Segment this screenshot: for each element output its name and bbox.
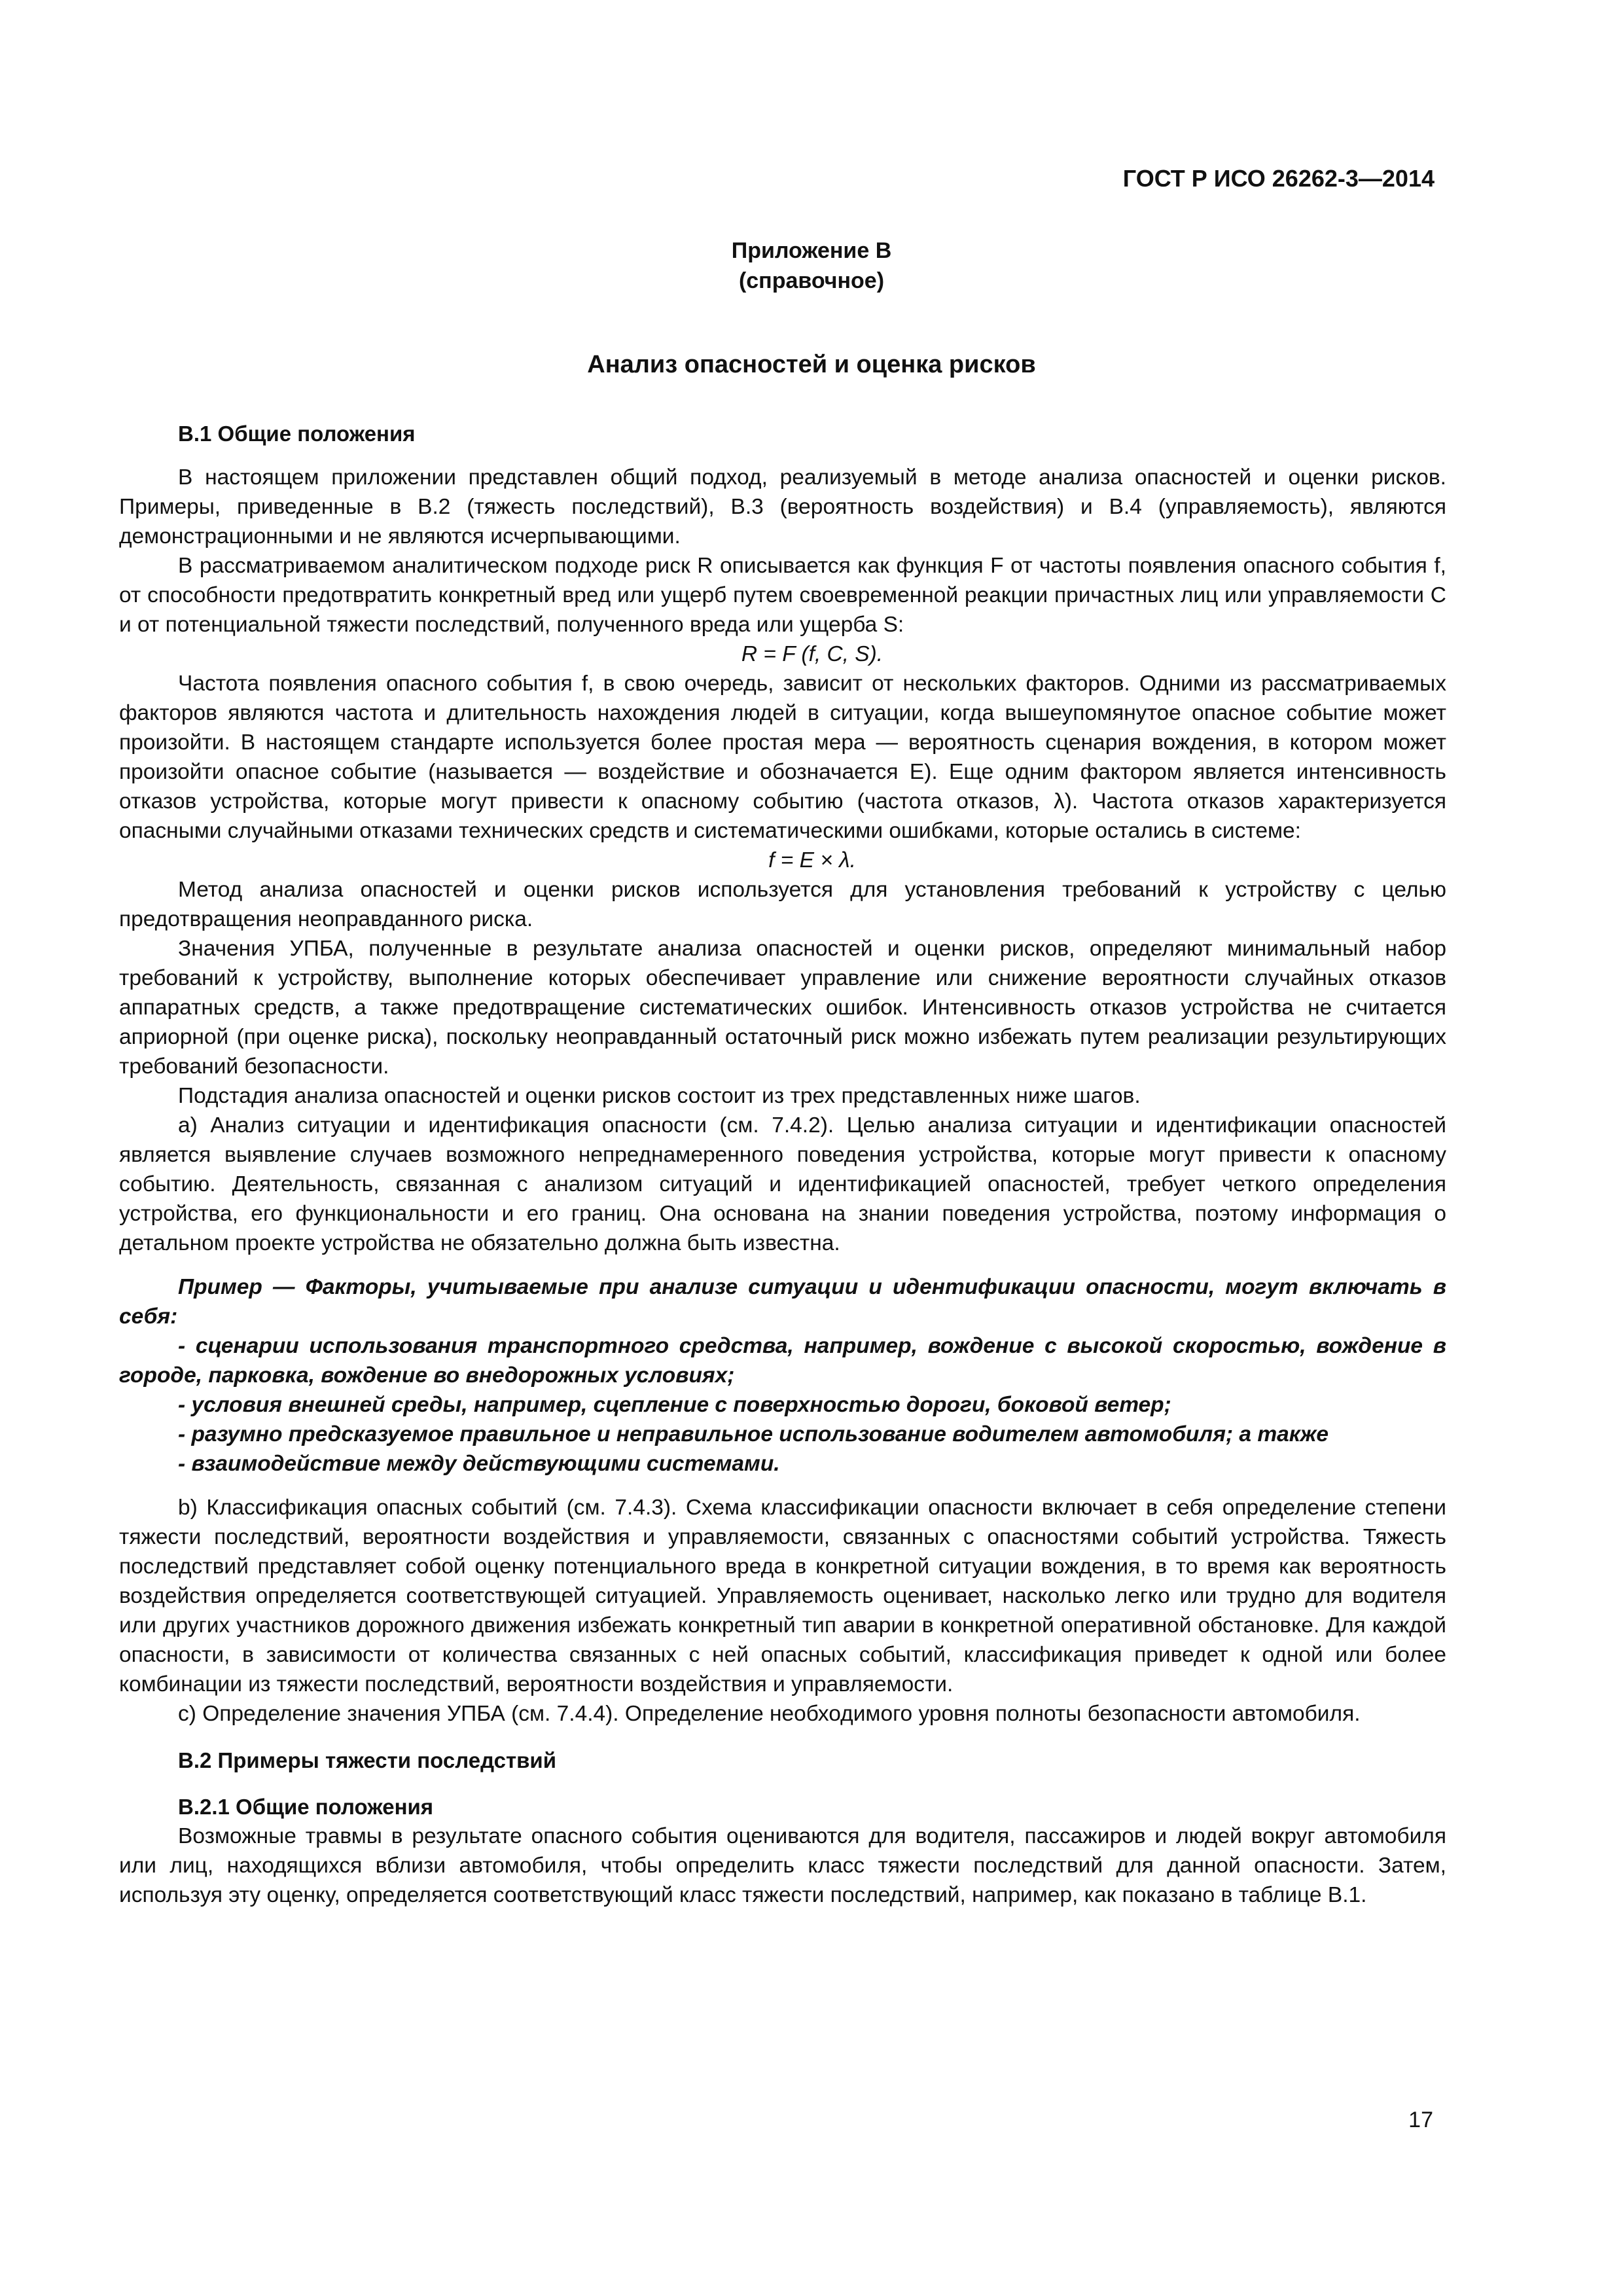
paragraph: с) Определение значения УПБА (см. 7.4.4). Определение необходимого уровня полноты безопасности автомобиля. bbox=[178, 1702, 1361, 1726]
paragraph: Возможные травмы в результате опасного события оцениваются для водителя, пассажиров и людей вокруг автомобиля или лиц, находящихся вблизи автомобиля, чтобы определить класс тяжести последствий для данной опасности. Затем, используя эту оценку, определяется соответствующий класс тяжести последствий, например, как показано в таблице В.1. bbox=[119, 1824, 1446, 1907]
appendix-label: Приложение В bbox=[731, 238, 892, 263]
paragraph: В рассматриваемом аналитическом подходе риск R описывается как функция F от частоты появления опасного события f, от способности предотвратить конкретный вред или ущерб путем своевременной реакции причастных лиц или управляемости C и от потенциальной тяжести последствий, полученного вреда или ущерба S: bbox=[119, 554, 1446, 637]
formula-risk: R = F (f, C, S). bbox=[741, 642, 883, 666]
example-item: - условия внешней среды, например, сцепление с поверхностью дороги, боковой ветер; bbox=[178, 1393, 1171, 1417]
paragraph: В настоящем приложении представлен общий подход, реализуемый в методе анализа опасностей и оценки рисков. Примеры, приведенные в В.2 (тяжесть последствий), В.3 (вероятность воздействия) и В.4 (управляемость), являются демонстрационными и не являются исчерпывающими. bbox=[119, 465, 1446, 548]
paragraph: Метод анализа опасностей и оценки рисков используется для установления требований к устройству с целью предотвращения неоправданного риска. bbox=[119, 878, 1446, 931]
document-code: ГОСТ Р ИСО 26262-3—2014 bbox=[1122, 165, 1435, 192]
document-body bbox=[119, 419, 1446, 1910]
example-item: - взаимодействие между действующими системами. bbox=[178, 1452, 780, 1476]
formula-frequency: f = E × λ. bbox=[768, 848, 856, 872]
page-number: 17 bbox=[1408, 2108, 1433, 2132]
section-heading-b2: В.2 Примеры тяжести последствий bbox=[178, 1748, 556, 1772]
appendix-type: (справочное) bbox=[738, 268, 885, 293]
page-title: Анализ опасностей и оценка рисков bbox=[587, 351, 1036, 378]
section-heading-b1: В.1 Общие положения bbox=[178, 422, 416, 446]
example-intro: Пример — Факторы, учитываемые при анализе ситуации и идентификации опасности, могут включать в себя: bbox=[119, 1275, 1446, 1329]
appendix-heading bbox=[0, 236, 1623, 296]
example-item: - разумно предсказуемое правильное и неправильное использование водителем автомобиля; а также bbox=[178, 1422, 1329, 1446]
paragraph: Частота появления опасного события f, в свою очередь, зависит от нескольких факторов. Одними из рассматриваемых факторов являются частота и длительность нахождения людей в ситуации, когда вышеупомянутое опасное событие может произойти. В настоящем стандарте используется более простая мера — вероятность сценария вождения, в котором может произойти опасное событие (называется — воздействие и обозначается E). Еще одним фактором является интенсивность отказов устройства, которые могут привести к опасному событию (частота отказов, λ). Частота отказов характеризуется опасными случайными отказами технических средств и систематическими ошибками, которые остались в системе: bbox=[119, 672, 1446, 843]
example-block bbox=[119, 1272, 1446, 1479]
subsection-heading-b2-1: В.2.1 Общие положения bbox=[178, 1795, 434, 1819]
example-item: - сценарии использования транспортного средства, например, вождение с высокой скоростью, вождение в городе, парковка, вождение во внедорожных условиях; bbox=[119, 1334, 1446, 1388]
paragraph: а) Анализ ситуации и идентификация опасности (см. 7.4.2). Целью анализа ситуации и идентификации опасностей является выявление случаев возможного непреднамеренного поведения устройства, которые могут привести к опасному событию. Деятельность, связанная с анализом ситуаций и идентификацией опасностей, требует четкого определения устройства, его функциональности и его границ. Она основана на знании поведения устройства, поэтому информация о детальном проекте устройства не обязательно должна быть известна. bbox=[119, 1113, 1446, 1255]
paragraph: Подстадия анализа опасностей и оценки рисков состоит из трех представленных ниже шагов. bbox=[178, 1084, 1141, 1108]
paragraph: Значения УПБА, полученные в результате анализа опасностей и оценки рисков, определяют минимальный набор требований к устройству, выполнение которых обеспечивает управление или снижение вероятности случайных отказов аппаратных средств, а также предотвращение систематических ошибок. Интенсивность отказов устройства не считается априорной (при оценке риска), поскольку неоправданный остаточный риск можно избежать путем реализации результирующих требований безопасности. bbox=[119, 937, 1446, 1079]
paragraph: b) Классификация опасных событий (см. 7.4.3). Схема классификации опасности включает в себя определение степени тяжести последствий, вероятности воздействия и управляемости, связанных с опасностями событий устройства. Тяжесть последствий представляет собой оценку потенциального вреда в конкретной ситуации вождения, в то время как вероятность воздействия определяется соответствующей ситуацией. Управляемость оценивает, насколько легко или трудно для водителя или других участников дорожного движения избежать конкретный тип аварии в конкретной оперативной обстановке. Для каждой опасности, в зависимости от количества связанных с ней опасных событий, классификация приведет к одной или более комбинации из тяжести последствий, вероятности воздействия и управляемости. bbox=[119, 1496, 1446, 1696]
